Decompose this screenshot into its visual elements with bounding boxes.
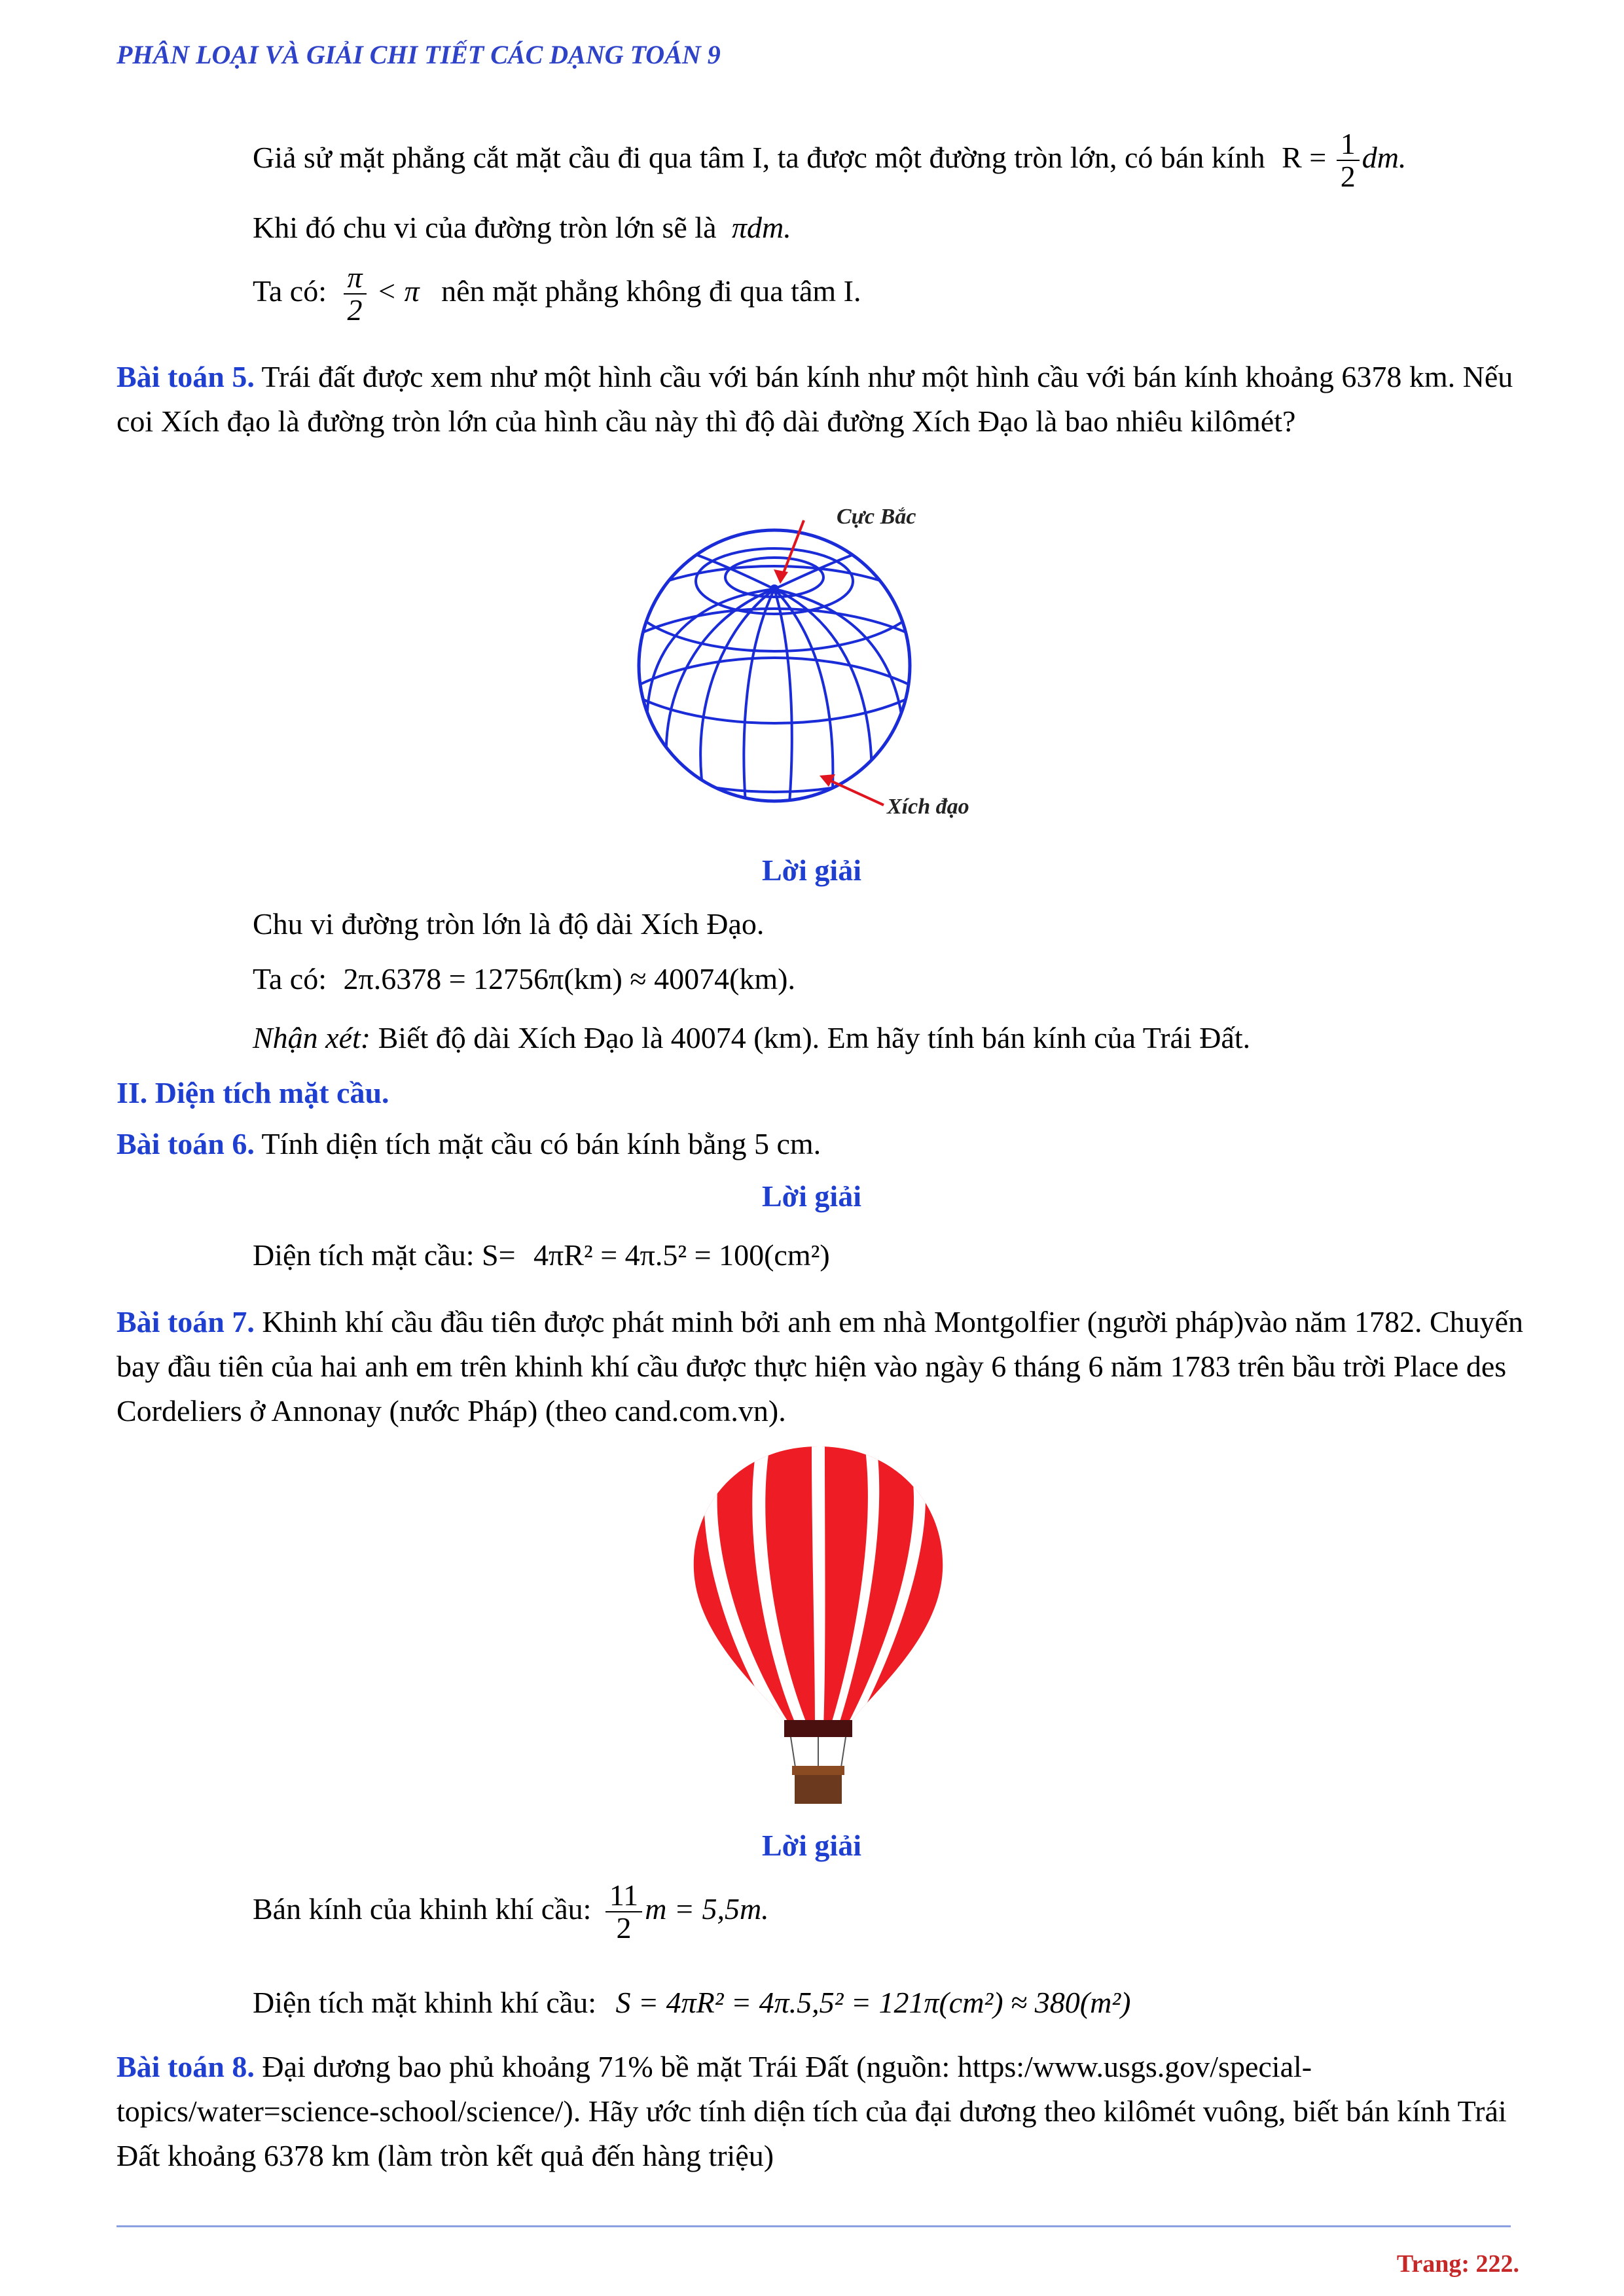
balloon-radius-fraction: $\frac{11}{2}$ [605,1880,642,1945]
problem-5 [117,355,1524,444]
page-header: PHÂN LOẠI VÀ GIẢI CHI TIẾT CÁC DẠNG TOÁN 9 [117,40,721,69]
remark-label: Nhận xét: [253,1021,371,1054]
pi-half-fraction: $\frac{\pi}{2}$ [344,262,367,327]
solution-title-7: Lời giải [762,1829,861,1862]
problem-7-solution-line-1 [253,1880,769,1945]
intro-line-3 [253,262,861,327]
equator-length-math: 2π.6378 = 12756π(km) ≈ 40074(km). [343,962,795,996]
problem-5-solution-line-1: Chu vi đường tròn lớn là độ dài Xích Đạo. [253,907,765,941]
sol-prefix: Ta có: [253,962,327,996]
balloon-area-math: S = 4πR² = 4π.5,5² = 121π(cm²) ≈ 380(m²) [615,1986,1131,2019]
problem-8 [117,2045,1524,2178]
intro-text-1: Giả sử mặt phẳng cắt mặt cầu đi qua tâm I, ta được một đường tròn lớn, có bán kính [253,140,1265,174]
balloon-radius-prefix: Bán kính của khinh khí cầu: [253,1892,592,1926]
globe-figure [628,504,995,831]
problem-6-label: Bài toán 6. [117,1127,255,1160]
area-prefix: Diện tích mặt cầu: S= [253,1238,516,1272]
problem-8-label: Bài toán 8. [117,2050,255,2083]
problem-5-remark [253,1018,1250,1058]
radius-unit: dm. [1362,140,1407,174]
radius-fraction: $\frac{1}{2}$ [1337,128,1360,193]
page-number: Trang: 222. [1396,2250,1519,2278]
problem-8-text: Đại dương bao phủ khoảng 71% bề mặt Trái Đất (nguồn: https:/www.usgs.gov/special-topics/water=science-school/science/). Hãy ước tính diện tích của đại dương theo kilômét vuông, biết bán kính Trái Đất khoảng 6378 km (làm tròn kết quả đến hàng triệu) [117,2050,1507,2172]
remark-text: Biết độ dài Xích Đạo là 40074 (km). Em hãy tính bán kính của Trái Đất. [378,1021,1251,1054]
circumference-math: πdm. [732,211,791,244]
problem-7 [117,1300,1524,1433]
problem-6-solution [253,1236,830,1275]
solution-title-5: Lời giải [762,853,861,887]
equator-arrow [823,778,884,805]
radius-lhs: R = [1282,140,1327,174]
intro-suffix-3: nên mặt phẳng không đi qua tâm I. [441,274,861,308]
problem-7-text: Khinh khí cầu đầu tiên được phát minh bởi anh em nhà Montgolfier (người pháp)vào năm 1782. Chuyến bay đầu tiên của hai anh em trên khinh khí cầu được thực hiện vào ngày 6 tháng 6 năm 1783 trên bầu trời Place des Cordeliers ở Annonay (nước Pháp) (theo cand.com.vn). [117,1305,1524,1427]
intro-line-2 [253,208,791,247]
equator-label: Xích đạo [887,795,969,819]
solution-title-6: Lời giải [762,1179,861,1213]
area-math: 4πR² = 4π.5² = 100(cm²) [533,1238,830,1272]
balloon-figure [681,1440,956,1806]
north-pole-label: Cực Bắc [837,505,916,529]
intro-prefix-3: Ta có: [253,274,327,308]
intro-text-2: Khi đó chu vi của đường tròn lớn sẽ là [253,211,717,244]
problem-6 [117,1124,821,1164]
problem-6-text: Tính diện tích mặt cầu có bán kính bằng 5 cm. [261,1127,821,1160]
problem-7-label: Bài toán 7. [117,1305,255,1338]
problem-5-text: Trái đất được xem như một hình cầu với bán kính như một hình cầu với bán kính khoảng 6378 km. Nếu coi Xích đạo là đường tròn lớn của hình cầu này thì độ dài đường Xích Đạo là bao nhiêu kilômét? [117,360,1513,438]
balloon-basket [795,1775,842,1804]
balloon-radius-math: m = 5,5m. [645,1892,769,1926]
intro-line-1 [253,128,1406,193]
problem-5-solution-line-2 [253,960,795,999]
section-2-title: II. Diện tích mặt cầu. [117,1076,389,1109]
compare-math: < π [376,274,420,308]
balloon-area-prefix: Diện tích mặt khinh khí cầu: [253,1986,597,2019]
problem-5-label: Bài toán 5. [117,360,255,393]
problem-7-solution-line-2 [253,1983,1130,2022]
footer-divider [117,2225,1511,2227]
